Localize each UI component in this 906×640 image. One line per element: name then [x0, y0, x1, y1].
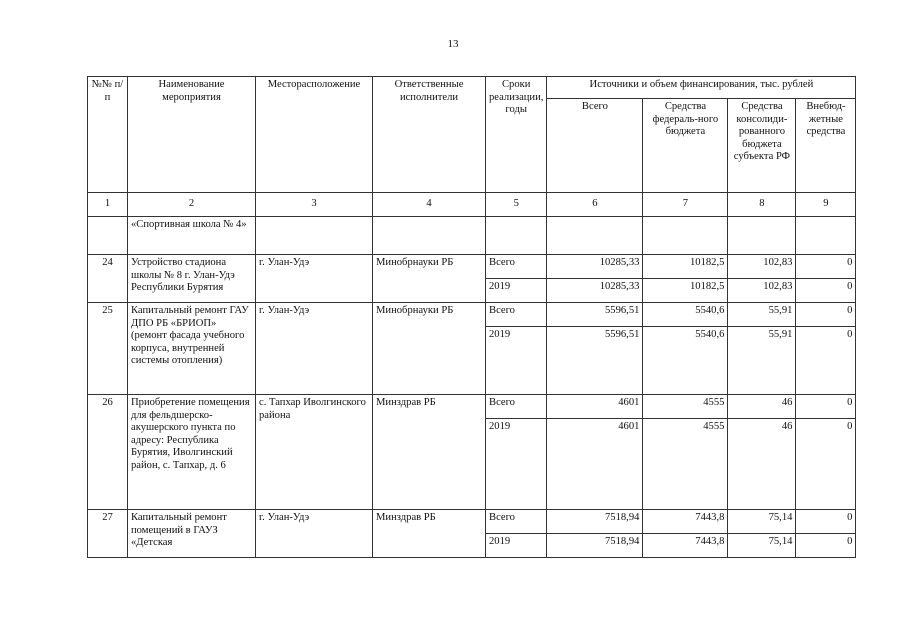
row-federal: 4555	[643, 419, 728, 510]
row-regional: 75,14	[728, 510, 796, 534]
header-total: Всего	[547, 99, 643, 193]
row-extra: 0	[796, 255, 856, 279]
row-executor: Минобрнауки РБ	[373, 303, 486, 395]
row-term: 2019	[486, 279, 547, 303]
row-executor: Минздрав РБ	[373, 395, 486, 510]
row-total: 4601	[547, 419, 643, 510]
row-total: 10285,33	[547, 279, 643, 303]
row-regional: 55,91	[728, 327, 796, 395]
header-federal: Средства федераль-ного бюджета	[643, 99, 728, 193]
row-total: 7518,94	[547, 534, 643, 558]
row-executor: Минобрнауки РБ	[373, 255, 486, 303]
row-federal: 7443,8	[643, 534, 728, 558]
row-regional: 55,91	[728, 303, 796, 327]
table-row	[88, 303, 856, 327]
column-number: 4	[373, 193, 486, 217]
row-term: Всего	[486, 395, 547, 419]
row-regional: 46	[728, 395, 796, 419]
row-term: 2019	[486, 419, 547, 510]
header-num: №№ п/п	[88, 77, 128, 193]
row-extra: 0	[796, 395, 856, 419]
column-number: 3	[256, 193, 373, 217]
row-federal: 10182,5	[643, 279, 728, 303]
column-number: 7	[643, 193, 728, 217]
row-total: 10285,33	[547, 255, 643, 279]
row-executor: Минздрав РБ	[373, 510, 486, 558]
row-name: Капитальный ремонт ГАУ ДПО РБ «БРИОП» (ремонт фасада учебного корпуса, внутренней системы отопления)	[128, 303, 256, 395]
column-number: 8	[728, 193, 796, 217]
column-number: 9	[796, 193, 856, 217]
row-term: Всего	[486, 255, 547, 279]
table-row	[88, 395, 856, 419]
header-location: Месторасположение	[256, 77, 373, 193]
row-num: 26	[88, 395, 128, 510]
row-federal: 4555	[643, 395, 728, 419]
row-location: с. Тапхар Иволгинского района	[256, 395, 373, 510]
row-location: г. Улан-Удэ	[256, 303, 373, 395]
row-federal: 5540,6	[643, 327, 728, 395]
row-federal: 5540,6	[643, 303, 728, 327]
row-extra: 0	[796, 534, 856, 558]
row-name: Устройство стадиона школы № 8 г. Улан-Удэ Республики Бурятия	[128, 255, 256, 303]
row-num: 25	[88, 303, 128, 395]
header-executors: Ответственные исполнители	[373, 77, 486, 193]
row-name: Капитальный ремонт помещений в ГАУЗ «Детская	[128, 510, 256, 558]
row-extra: 0	[796, 419, 856, 510]
column-number: 6	[547, 193, 643, 217]
row-term: Всего	[486, 510, 547, 534]
header-regional: Средства консолиди-рованного бюджета субъекта РФ	[728, 99, 796, 193]
header-financing: Источники и объем финансирования, тыс. рублей	[547, 77, 856, 99]
row-name: Приобретение помещения для фельдшерско-акушерского пункта по адресу: Республика Бурятия, Иволгинский район, с. Тапхар, д. 6	[128, 395, 256, 510]
row-term: 2019	[486, 534, 547, 558]
row-regional: 46	[728, 419, 796, 510]
column-number: 1	[88, 193, 128, 217]
row-extra: 0	[796, 510, 856, 534]
row-term: 2019	[486, 327, 547, 395]
row-regional: 75,14	[728, 534, 796, 558]
row-num: 24	[88, 255, 128, 303]
row-federal: 7443,8	[643, 510, 728, 534]
row-extra: 0	[796, 327, 856, 395]
row-num: 27	[88, 510, 128, 558]
continuation-text: «Спортивная школа № 4»	[128, 217, 256, 255]
row-location: г. Улан-Удэ	[256, 255, 373, 303]
row-extra: 0	[796, 303, 856, 327]
header-extra: Внебюд-жетные средства	[796, 99, 856, 193]
row-total: 7518,94	[547, 510, 643, 534]
row-total: 5596,51	[547, 303, 643, 327]
header-name: Наименование мероприятия	[128, 77, 256, 193]
row-regional: 102,83	[728, 255, 796, 279]
column-number: 5	[486, 193, 547, 217]
table-row	[88, 255, 856, 279]
header-terms: Сроки реализации, годы	[486, 77, 547, 193]
page-number: 13	[447, 38, 459, 50]
column-number: 2	[128, 193, 256, 217]
financing-table	[87, 76, 856, 558]
row-federal: 10182,5	[643, 255, 728, 279]
row-location: г. Улан-Удэ	[256, 510, 373, 558]
row-term: Всего	[486, 303, 547, 327]
row-total: 5596,51	[547, 327, 643, 395]
table-row	[88, 510, 856, 534]
row-regional: 102,83	[728, 279, 796, 303]
row-extra: 0	[796, 279, 856, 303]
row-total: 4601	[547, 395, 643, 419]
